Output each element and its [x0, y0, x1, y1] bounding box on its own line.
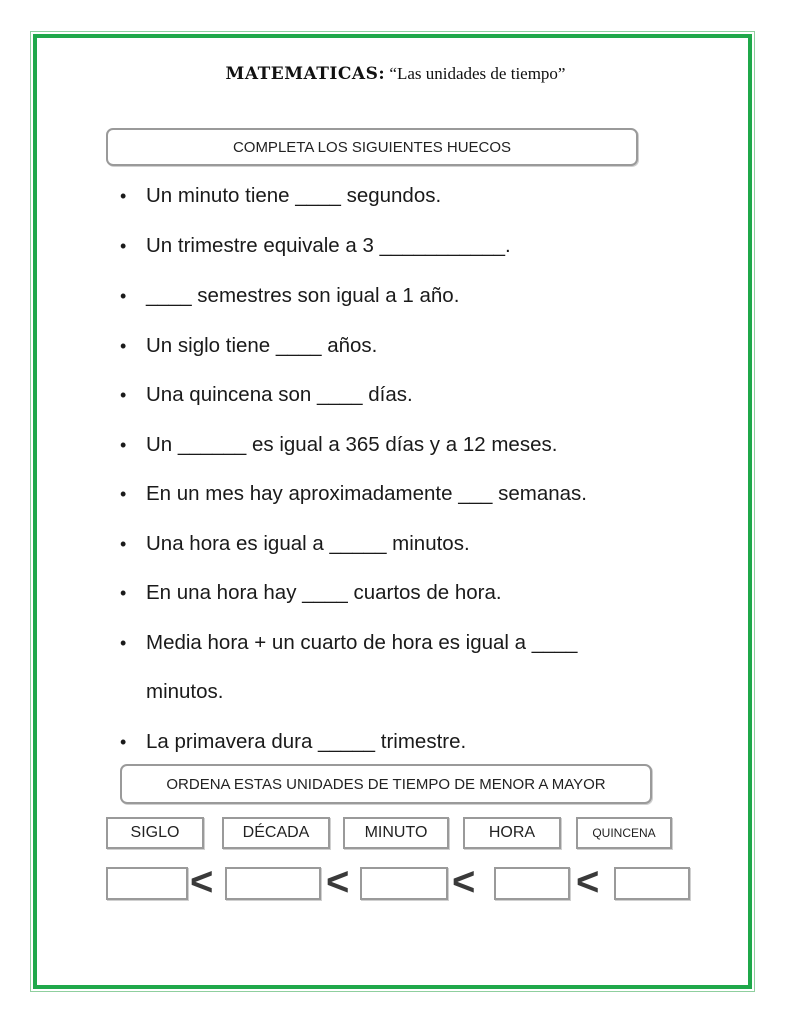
bullet: •	[120, 186, 127, 206]
item-text: En un mes hay aproximadamente ___ semanas.	[146, 482, 588, 505]
list-item	[120, 730, 466, 754]
bullet: •	[120, 236, 127, 256]
bullet: •	[120, 336, 127, 356]
bullet: •	[120, 435, 127, 455]
word-card-siglo[interactable]: SIGLO	[106, 817, 204, 849]
word-card-hora[interactable]: HORA	[463, 817, 561, 849]
item-text: Un minuto tiene ____ segundos.	[146, 184, 442, 207]
bullet: •	[120, 286, 127, 306]
answer-slot-3[interactable]	[360, 867, 448, 900]
item-text: En una hora hay ____ cuartos de hora.	[146, 581, 502, 604]
item-text: Un siglo tiene ____ años.	[146, 334, 378, 357]
list-item	[120, 383, 413, 407]
answer-slot-4[interactable]	[494, 867, 570, 900]
item-text: ____ semestres son igual a 1 año.	[146, 284, 460, 307]
item-text: La primavera dura _____ trimestre.	[146, 730, 467, 753]
less-than-sign: <	[452, 860, 476, 904]
word-card-quincena[interactable]: QUINCENA	[576, 817, 672, 849]
item-text: Un trimestre equivale a 3 ___________.	[146, 234, 511, 257]
list-item	[120, 184, 441, 208]
list-item	[120, 334, 377, 358]
answer-slot-1[interactable]	[106, 867, 188, 900]
section-heading-complete: COMPLETA LOS SIGUIENTES HUECOS	[106, 128, 638, 166]
item-text: Una quincena son ____ días.	[146, 383, 413, 406]
less-than-sign: <	[190, 860, 214, 904]
list-item	[120, 631, 577, 655]
bullet: •	[120, 534, 127, 554]
bullet: •	[120, 583, 127, 603]
list-item	[120, 284, 459, 308]
bullet: •	[120, 385, 127, 405]
word-card-minuto[interactable]: MINUTO	[343, 817, 449, 849]
bullet: •	[120, 633, 127, 653]
list-item	[120, 234, 511, 258]
list-item	[120, 532, 470, 556]
item-text: minutos.	[146, 680, 224, 703]
less-than-sign: <	[576, 860, 600, 904]
item-text: Un ______ es igual a 365 días y a 12 meses.	[146, 433, 558, 456]
list-item	[120, 581, 502, 605]
list-item	[120, 482, 587, 506]
title-subject: MATEMATICAS:	[225, 64, 386, 84]
bullet: •	[120, 732, 127, 752]
answer-slot-2[interactable]	[225, 867, 321, 900]
title-topic: “Las unidades de tiempo”	[385, 64, 566, 83]
section-heading-order: ORDENA ESTAS UNIDADES DE TIEMPO DE MENOR A MAYOR	[120, 764, 652, 804]
word-card-decada[interactable]: DÉCADA	[222, 817, 330, 849]
answer-slot-5[interactable]	[614, 867, 690, 900]
bullet: •	[120, 484, 127, 504]
page-title	[0, 64, 791, 84]
item-text: Una hora es igual a _____ minutos.	[146, 532, 470, 555]
list-item-continuation	[146, 680, 223, 704]
list-item	[120, 433, 557, 457]
less-than-sign: <	[326, 860, 350, 904]
item-text: Media hora + un cuarto de hora es igual a ____	[146, 631, 578, 654]
